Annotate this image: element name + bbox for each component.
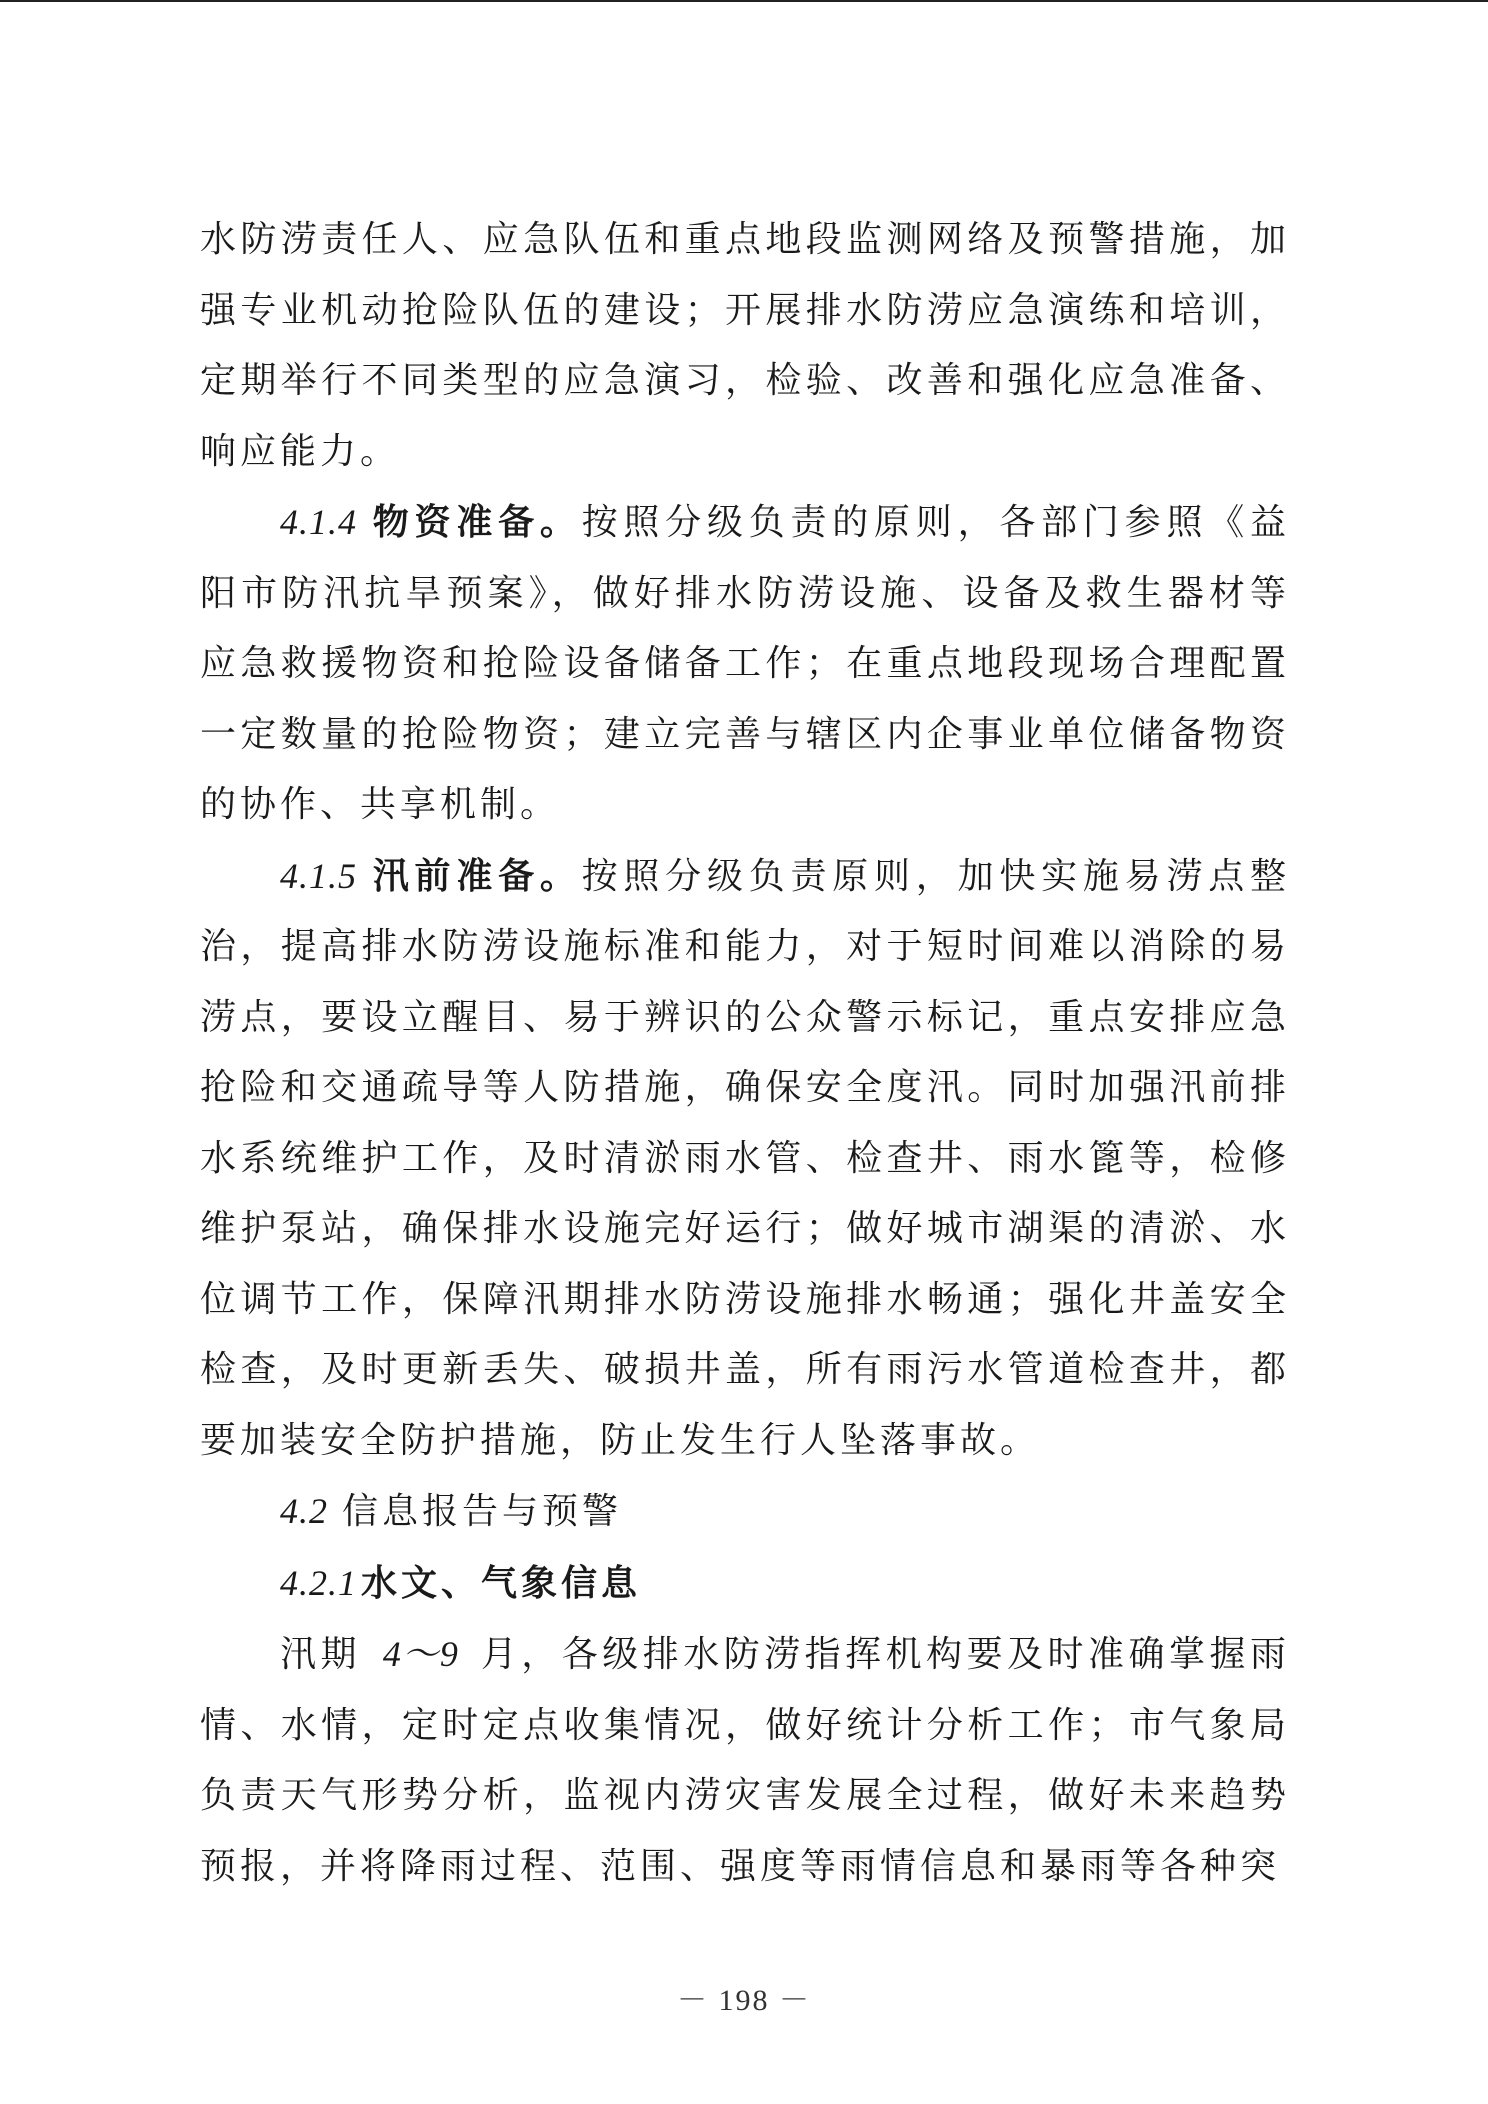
top-border-line <box>0 0 1488 2</box>
page-number: － 198 － <box>677 1984 811 2017</box>
section-text: 按照分级负责的原则，各部门参照《益阳市防汛抗旱预案》，做好排水防涝设施、设备及救生器材等应急救援物资和抢险设备储备工作；在重点地段现场合理配置一定数量的抢险物资；建立完善与辖区内企事业单位储备物资的协作、共享机制。 <box>200 502 1290 825</box>
flood-season-lead: 汛期 <box>280 1634 361 1675</box>
section-heading: 汛前准备。 <box>371 854 582 897</box>
section-heading: 信息报告与预警 <box>342 1491 623 1532</box>
section-4-2 <box>200 1476 1290 1548</box>
section-number: 4.1.5 <box>280 855 357 896</box>
section-heading: 物资准备。 <box>371 501 582 543</box>
section-4-1-4 <box>200 487 1290 841</box>
flood-season-months: 4～9 <box>382 1634 459 1674</box>
section-number: 4.2.1 <box>280 1562 357 1603</box>
flood-season-text: 月，各级排水防涝指挥机构要及时准确掌握雨情、水情，定时定点收集情况，做好统计分析工作；市气象局负责天气形势分析，监视内涝灾害发展全过程，做好未来趋势预报，并将降雨过程、范围、强度等雨情信息和暴雨等各种突 <box>200 1634 1290 1887</box>
section-text: 按照分级负责原则，加快实施易涝点整治，提高排水防涝设施标准和能力，对于短时间难以消除的易涝点，要设立醒目、易于辨识的公众警示标记，重点安排应急抢险和交通疏导等人防措施，确保安全度汛。同时加强汛前排水系统维护工作，及时清淤雨水管、检查井、雨水篦等，检修维护泵站，确保排水设施完好运行；做好城市湖渠的清淤、水位调节工作，保障汛期排水防涝设施排水畅通；强化井盖安全检查，及时更新丢失、破损井盖，所有雨污水管道检查井，都要加装安全防护措施，防止发生行人坠落事故。 <box>200 855 1290 1461</box>
document-body <box>200 205 1290 1902</box>
paragraph-continued: 水防涝责任人、应急队伍和重点地段监测网络及预警措施，加强专业机动抢险队伍的建设；开展排水防涝应急演练和培训，定期举行不同类型的应急演习，检验、改善和强化应急准备、响应能力。 <box>200 219 1290 472</box>
section-number: 4.1.4 <box>280 502 357 542</box>
section-4-1-5 <box>200 841 1290 1477</box>
section-number: 4.2 <box>280 1491 328 1531</box>
paragraph-flood-season <box>200 1619 1290 1902</box>
section-heading: 水文、气象信息 <box>361 1561 642 1604</box>
section-4-2-1 <box>200 1548 1290 1620</box>
